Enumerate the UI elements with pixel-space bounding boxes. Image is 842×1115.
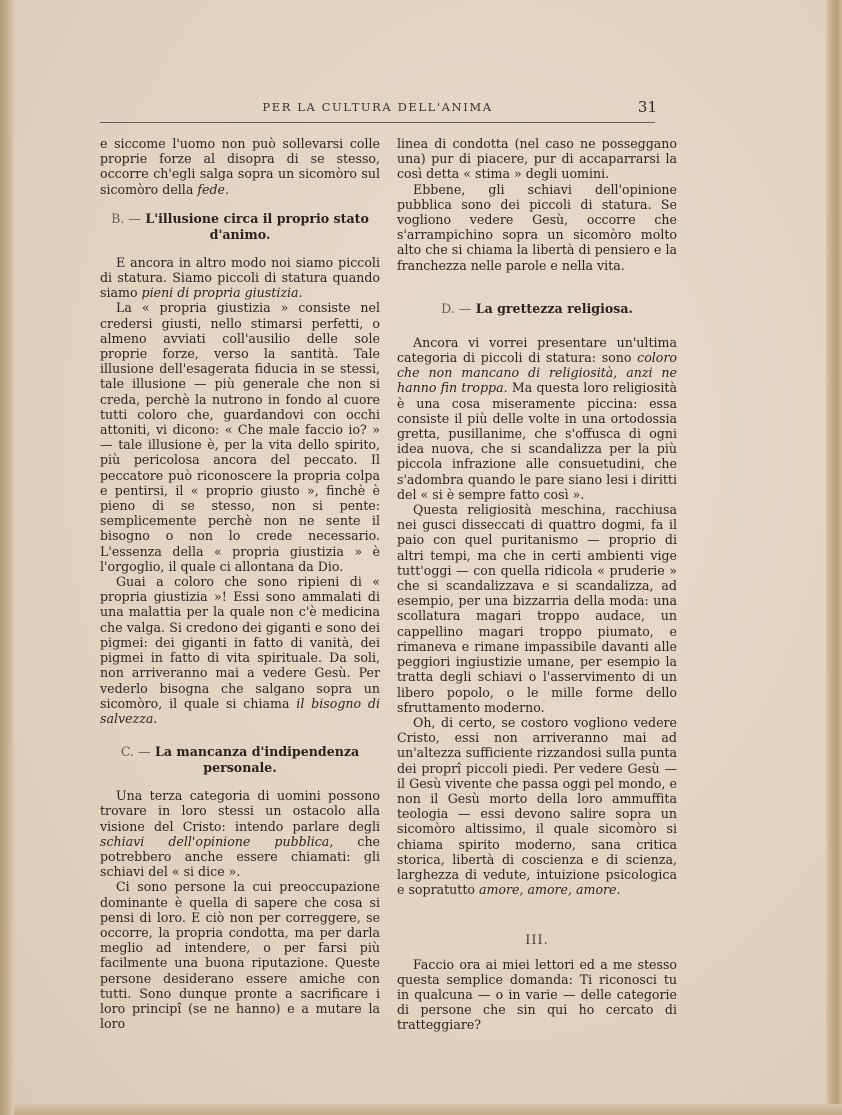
page-number: 31 xyxy=(637,98,657,116)
page-edge-right xyxy=(826,0,842,1115)
paragraph: Guai a coloro che sono ripieni di « propria giustizia »! Essi sono ammalati di una malattia per la quale non c'è medicina che valga. Si credono dei giganti e sono dei pigmei: dei giganti in fatto di vanità, dei pigmei in fatto di vita spirituale. Da soli, non arriveranno mai a vedere Gesù. Per vederlo bisogna che salgano sopra un sicomòro, il quale si chiama il bisogno di salvezza. xyxy=(100,574,380,726)
page-edge-bottom xyxy=(14,1104,842,1115)
running-header xyxy=(100,100,655,120)
paragraph: linea di condotta (nel caso ne posseggano una) pur di piacere, pur di accaparrarsi la così detta « stima » degli uomini. xyxy=(397,136,677,182)
paragraph: Una terza categoria di uomini possono trovare in loro stessi un ostacolo alla visione del Cristo: intendo parlare degli schiavi dell'opinione pubblica, che potrebbero anche essere chiamati: gli schiavi del « si dice ». xyxy=(100,788,381,880)
binding-shadow xyxy=(0,0,14,1115)
section-heading-d: D. — La grettezza religiosa. xyxy=(441,300,633,316)
paragraph: Ebbene, gli schiavi dell'opinione pubblica sono dei piccoli di statura. Se vogliono vedere Gesù, occorre che s'arrampichino sopra un sicomòro molto alto che si chiama la libertà di pensiero e la franchezza nelle parole e nella vita. xyxy=(397,181,677,273)
section-heading-b: B. — L'illusione circa il proprio stato d'animo. xyxy=(111,210,369,242)
section-numeral: III. xyxy=(525,933,549,949)
paragraph: Ci sono persone la cui preoccupazione dominante è quella di sapere che cosa si pensi di loro. E ciò non per correggere, se occorre, la propria condotta, ma per darla meglio ad intendere, o per farsi più facilmente una buona riputazione. Queste persone desiderano essere amiche con tutti. Sono dunque pronte a sacrificare i loro principî (se ne hanno) e a mutare la loro xyxy=(100,879,380,1032)
section-heading-c: C. — La mancanza d'indipendenza personale. xyxy=(120,744,360,776)
header-rule xyxy=(100,122,655,123)
paragraph: Faccio ora ai miei lettori ed a me stesso questa semplice domanda: Ti riconosci tu in qualcuna — o in varie — delle categorie di persone che sin qui ho cercato di tratteggiare? xyxy=(397,956,677,1033)
paragraph: e siccome l'uomo non può sollevarsi colle proprie forze al disopra di se stesso, occorre ch'egli salga sopra un sicomòro sul sicomòro della fede. xyxy=(100,136,380,197)
left-column xyxy=(100,136,380,1031)
right-column xyxy=(397,136,677,1033)
paragraph: Ancora vi vorrei presentare un'ultima categoria di piccoli di statura: sono coloro che non mancano di religiosità, anzi ne hanno fin troppa. Ma questa loro religiosità è una cosa miseramente piccina: essa consiste il più delle volte in una ortodossia gretta, pusillanime, che s'offusca di ogni idea nuova, che si scandalizza per la più piccola infrazione alle consuetudini, che s'adombra quando le pare siano lesi i diritti del « si è sempre fatto così ». xyxy=(397,334,677,502)
running-title: PER LA CULTURA DELL'ANIMA xyxy=(262,100,493,114)
paragraph: Questa religiosità meschina, racchiusa nei gusci disseccati di quattro dogmi, fa il paio con quel puritanismo — proprio di altri tempi, ma che in certi ambienti vige tutt'oggi — con quella ridicola « pruderie » che si scandalizzava e si scandalizza, ad esempio, per una bizzarria della moda: una scollatura magari troppo audace, un cappellino magari troppo piumato, e rimaneva e rimane impassibile davanti alle peggiori ingiustizie umane, per esempio la tratta degli schiavi o l'asservimento di un libero popolo, o le mille forme dello sfruttamento moderno. xyxy=(397,502,677,715)
paragraph: E ancora in altro modo noi siamo piccoli di statura. Siamo piccoli di statura quando siamo pieni di propria giustizia. xyxy=(100,254,380,301)
paragraph: Oh, di certo, se costoro vogliono vedere Cristo, essi non arriveranno mai ad un'altezza sufficiente rizzandosi sulla punta dei proprî piccoli piedi. Per vedere Gesù — il Gesù vivente che passa oggi pel mondo, e non il Gesù morto della loro ammuffita teologia — essi devono salire sopra un sicomòro altissimo, il quale sicomòro si chiama spirito moderno, sana critica storica, libertà di coscienza e di scienza, larghezza di vedute, intuizione psicologica e sopratutto amore, amore, amore. xyxy=(397,714,677,898)
paragraph: La « propria giustizia » consiste nel credersi giusti, nello stimarsi perfetti, o almeno avviati coll'ausilio delle sole proprie forze, verso la santità. Tale illusione dell'esagerata fiducia in se stessi, tale illusione — più generale che non si creda, perchè la nutrono in fondo al cuore tutti coloro che, guardandovi con occhi attoniti, vi dicono: « Che male faccio io? » — tale illusione è, per la vita dello spirito, più pericolosa ancora del peccato. Il peccatore può riconoscere la propria colpa e pentirsi, il « proprio giusto », finchè è pieno di se stesso, non si pente: semplicemente perchè non ne sente il bisogno o non lo crede necessario. L'essenza della « propria giustizia » è l'orgoglio, il quale ci allontana da Dio. xyxy=(100,300,380,574)
